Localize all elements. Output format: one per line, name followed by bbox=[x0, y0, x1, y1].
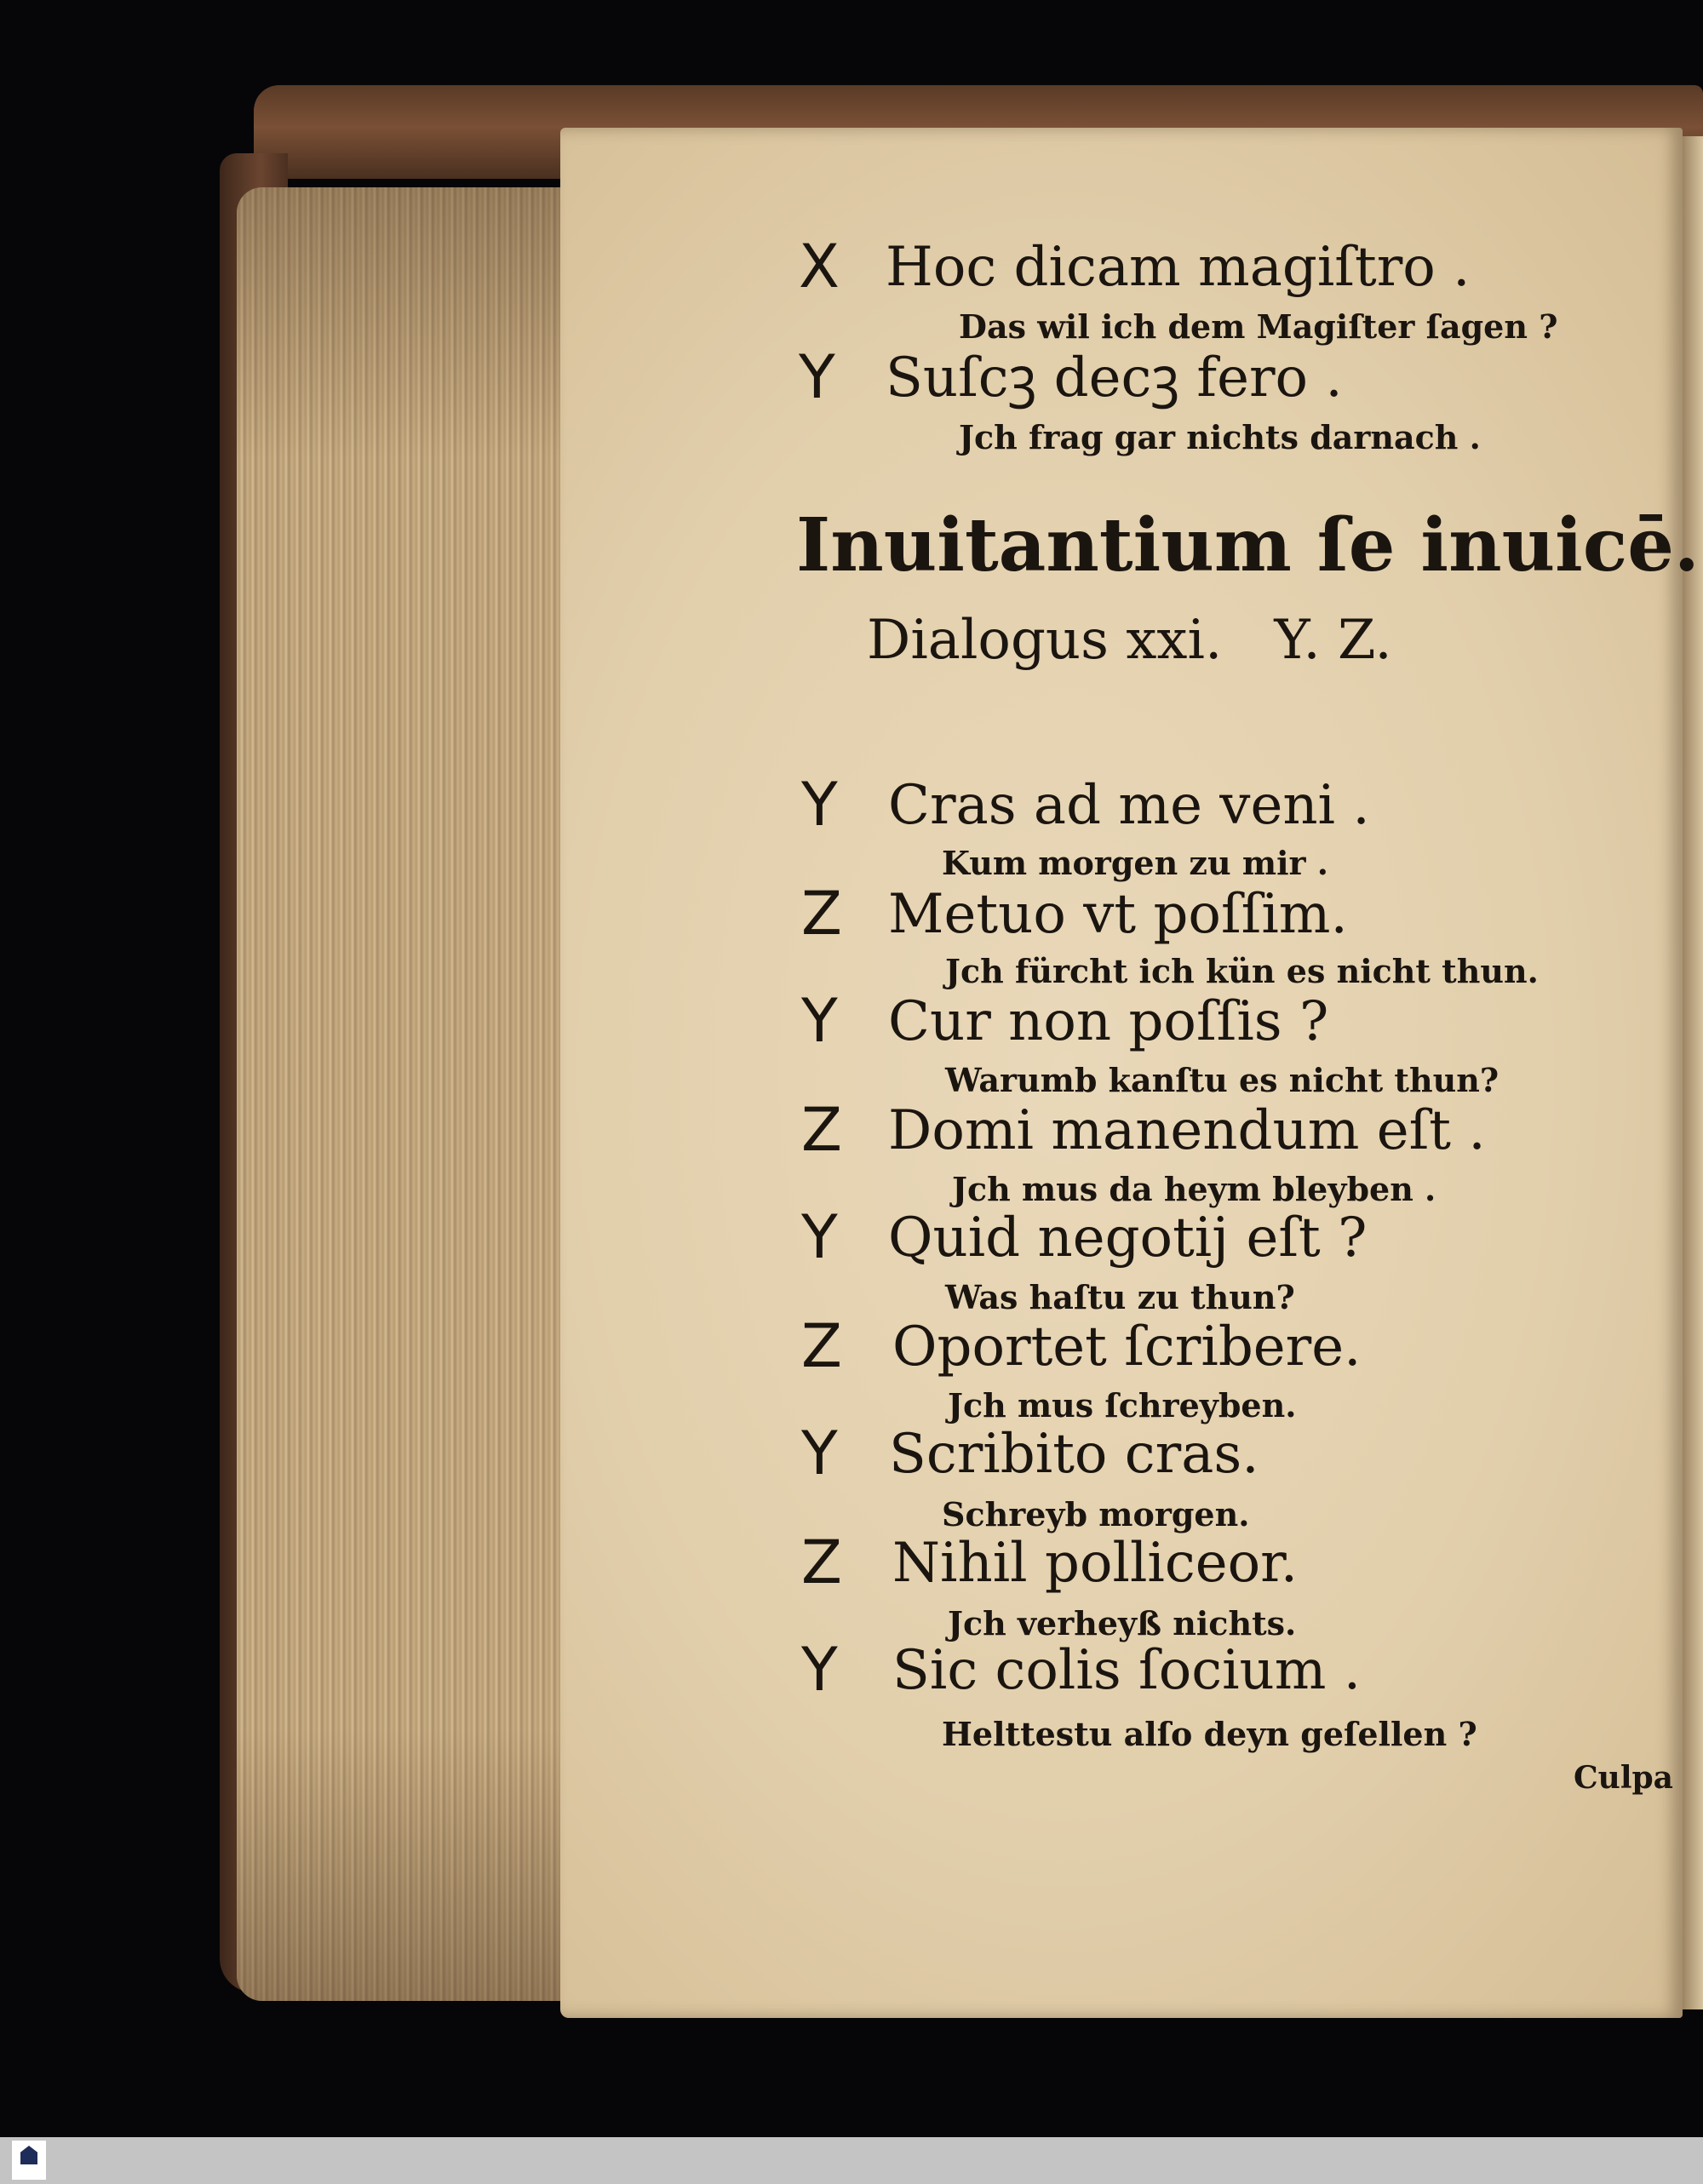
german-line: Kum morgen zu mir . bbox=[942, 844, 1328, 882]
latin-line: Scribito cras. bbox=[889, 1423, 1259, 1486]
german-line: Was haſtu zu thun? bbox=[945, 1278, 1295, 1316]
speaker-label: Y bbox=[801, 986, 838, 1056]
section-subheading: Dialogus xxi. Y. Z. bbox=[867, 609, 1392, 672]
german-line: Schreyb morgen. bbox=[942, 1495, 1250, 1533]
latin-line: Nihil polliceor. bbox=[892, 1532, 1299, 1595]
latin-line: Cras ad me veni . bbox=[888, 774, 1370, 837]
german-line: Jch mus da heym bleyben . bbox=[952, 1170, 1436, 1208]
german-line: Jch verheyß nichts. bbox=[948, 1604, 1297, 1642]
speaker-label: Z bbox=[801, 1528, 842, 1597]
book-page bbox=[560, 128, 1700, 2018]
german-line: Helttestu alſo deyn geſellen ? bbox=[942, 1715, 1477, 1753]
next-page-edge bbox=[1683, 136, 1703, 2009]
speaker-label: X bbox=[799, 232, 840, 301]
speaker-label: Y bbox=[799, 342, 835, 412]
latin-line: Quid negotij eſt ? bbox=[888, 1207, 1368, 1270]
german-line: Das wil ich dem Magiſter ſagen ? bbox=[959, 307, 1558, 346]
latin-line: Metuo vt poſſim. bbox=[888, 883, 1348, 946]
latin-line: Oportet ſcribere. bbox=[892, 1316, 1362, 1379]
library-logo-icon bbox=[12, 2141, 46, 2180]
german-line: Jch mus ſchreyben. bbox=[948, 1386, 1297, 1424]
latin-line: Domi manendum eſt . bbox=[888, 1099, 1486, 1162]
latin-line: Suſcꝫ decꝫ fero . bbox=[886, 347, 1343, 410]
speaker-label: Y bbox=[801, 1419, 838, 1488]
book bbox=[220, 85, 1703, 2044]
library-logo-glyph bbox=[20, 2146, 37, 2164]
speaker-label: Y bbox=[801, 770, 838, 840]
speaker-label: Y bbox=[801, 1202, 838, 1272]
speaker-label: Z bbox=[801, 1311, 842, 1381]
speaker-label: Y bbox=[801, 1635, 838, 1705]
german-line: Jch frag gar nichts darnach . bbox=[959, 418, 1481, 456]
speaker-label: Z bbox=[801, 1095, 842, 1165]
latin-line: Sic colis ſocium . bbox=[892, 1639, 1362, 1702]
latin-line: Hoc dicam magiſtro . bbox=[886, 236, 1471, 299]
catchword: Culpa bbox=[1574, 1760, 1673, 1796]
german-line: Jch fürcht ich kün es nicht thun. bbox=[945, 952, 1539, 990]
speaker-label: Z bbox=[801, 879, 842, 949]
latin-line: Cur non poſſis ? bbox=[888, 990, 1329, 1053]
viewer-footer-bar bbox=[0, 2137, 1703, 2184]
german-line: Warumb kanſtu es nicht thun? bbox=[945, 1061, 1499, 1099]
section-heading: Inuitantium ſe inuicē. bbox=[796, 502, 1700, 588]
